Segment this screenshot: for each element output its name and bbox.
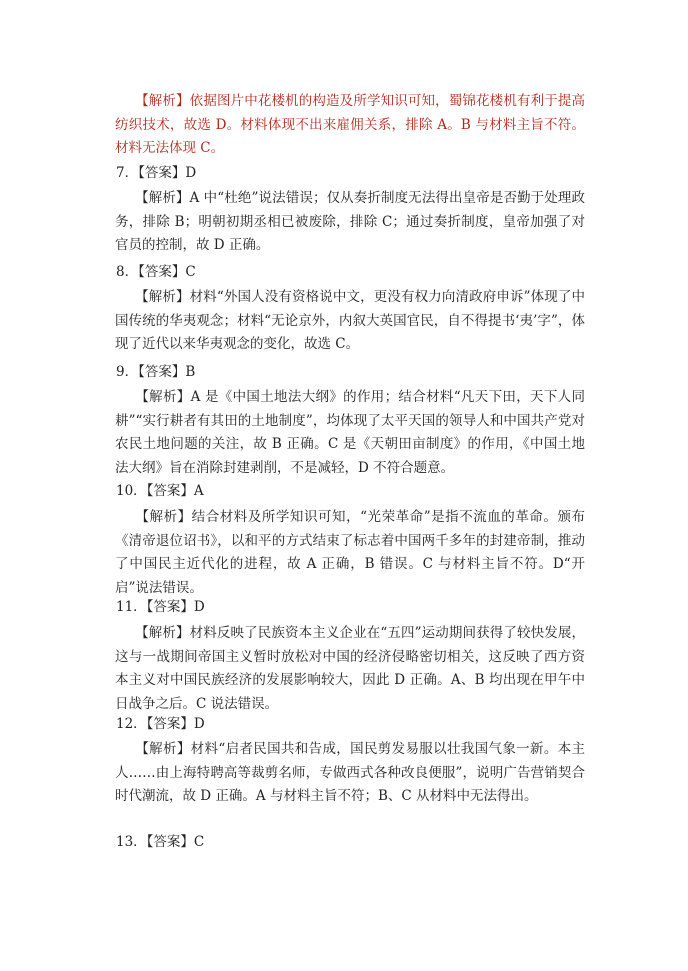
analysis-text-10: 【解析】结合材料及所学知识可知，“光荣革命”是指不流血的革命。颁布《清帝退位诏书》，以和平的方式结束了标志着中国两千多年的封建帝制，推动了中国民主近代化的进程，故 A 正确，B 错误。C 与材料主旨不符。D“开启”说法错误。 [115,509,585,596]
analysis-text-9: 【解析】A 是《中国土地法大纲》的作用；结合材料“凡天下田，天下人同耕”“实行耕者有其田的土地制度”，均体现了太平天国的领导人和中国共产党对农民土地问题的关注，故 B 正确。C 是《天朝田亩制度》的作用，《中国土地法大纲》旨在消除封建剥削，不是减轻，D 不符合题意。 [115,389,585,476]
answer-line-11: 11．【答案】D [116,599,205,615]
answer-line-10: 10．【答案】A [116,483,204,499]
answer-line-8: 8．【答案】C [116,264,196,280]
analysis-text-7: 【解析】A 中“杜绝”说法错误；仅从奏折制度无法得出皇帝是否勤于处理政务，排除 B；明朝初期丞相已被废除，排除 C；通过奏折制度，皇帝加强了对官员的控制，故 D 正确。 [115,190,585,253]
analysis-paragraph-10 [115,506,585,600]
answer-line-9: 9．【答案】B [116,364,196,380]
analysis-paragraph-7 [115,187,585,258]
analysis-paragraph-11 [115,622,585,716]
analysis-paragraph-8 [115,286,585,357]
analysis-paragraph-12 [115,738,585,809]
answer-line-7: 7．【答案】D [116,165,197,181]
analysis-text-6: 【解析】依据图片中花楼机的构造及所学知识可知，蜀锦花楼机有利于提高纺织技术，故选 D。材料体现不出来雇佣关系，排除 A。B 与材料主旨不符。材料无法体现 C。 [115,93,585,156]
analysis-text-8: 【解析】材料“外国人没有资格说中文，更没有权力向清政府申诉”体现了中国传统的华夷观念；材料“无论京外，内叙大英国官民，自不得提书‘夷’字”，体现了近代以来华夷观念的变化，故选 C。 [115,289,585,352]
answer-line-12: 12．【答案】D [116,716,205,732]
analysis-paragraph-9 [115,386,585,480]
analysis-text-12: 【解析】材料“启者民国共和告成，国民剪发易服以壮我国气象一新。本主人……由上海特聘高等裁剪名师，专做西式各种改良便服”，说明广告营销契合时代潮流，故 D 正确。A 与材料主旨不符；B、C 从材料中无法得出。 [115,741,585,804]
analysis-paragraph-6 [115,90,585,161]
answer-line-13: 13．【答案】C [116,834,205,850]
analysis-text-11: 【解析】材料反映了民族资本主义企业在“五四”运动期间获得了较快发展，这与一战期间帝国主义暂时放松对中国的经济侵略密切相关，这反映了西方资本主义对中国民族经济的发展影响较大，因此 D 正确。A、B 均出现在甲午中日战争之后。C 说法错误。 [115,625,585,712]
